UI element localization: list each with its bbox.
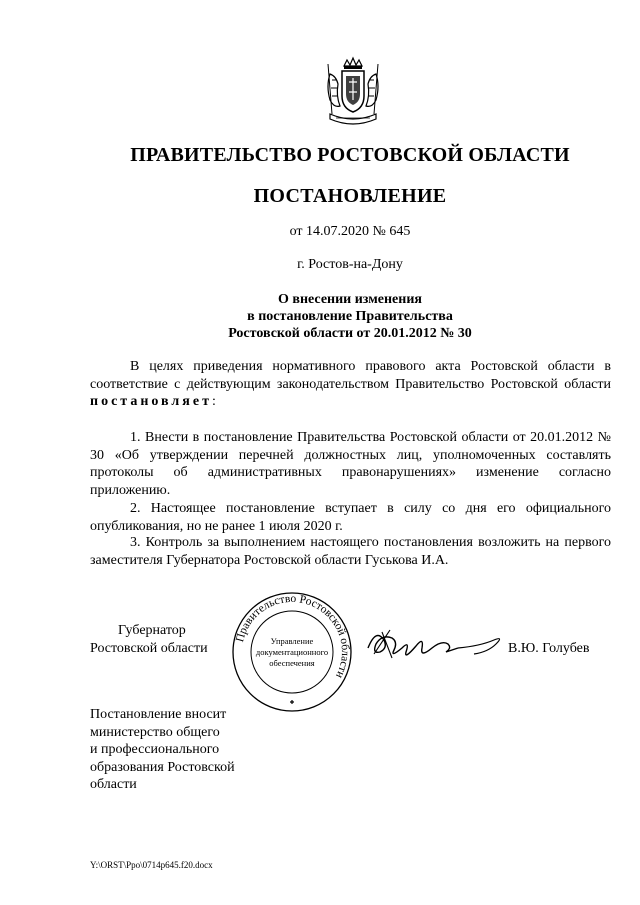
subject-line: О внесении изменения — [278, 292, 422, 307]
introduced-line: области — [90, 777, 137, 792]
document-type: ПОСТАНОВЛЕНИЕ — [253, 185, 447, 207]
subject-line: Ростовской области от 20.01.2012 № 30 — [228, 326, 472, 341]
seal-inner-line: обеспечения — [269, 658, 315, 668]
seal-outer-text: Правительство Ростовской области — [234, 592, 352, 681]
decree-item-1: 1. Внести в постановление Правительства Ростовской области от 20.01.2012 № 30 «Об утверждении перечней должностных лиц, уполномоченных составлять протоколы об административных правонарушениях» изменение согласно приложению. — [90, 430, 611, 498]
signer-position-line: Ростовской области — [90, 640, 208, 656]
decree-item-2: 2. Настоящее постановление вступает в силу со дня его официального опубликования, но не ранее 1 июля 2020 г. — [90, 501, 611, 534]
signer-position-line: Губернатор — [118, 623, 186, 638]
handwritten-signature — [362, 618, 512, 668]
rostov-coat-of-arms-icon — [322, 56, 384, 130]
signer-name: В.Ю. Голубев — [508, 641, 590, 656]
seal-inner-line: Управление — [270, 636, 314, 646]
decree-item-3: 3. Контроль за выполнением настоящего постановления возложить на первого заместителя Губернатора Ростовской области Гуськова И.А. — [90, 535, 611, 568]
preamble-text: В целях приведения нормативного правового акта Ростовской области в соответствие с действующим законодательством Правительство Ростовской области — [90, 359, 611, 392]
introduced-line: Постановление вносит — [90, 707, 227, 722]
document-city: г. Ростов-на-Дону — [297, 257, 403, 272]
introduced-line: образования Ростовской — [90, 759, 235, 775]
preamble-colon: : — [211, 394, 216, 409]
subject-line: в постановление Правительства — [247, 309, 453, 324]
signer-position — [90, 622, 230, 657]
introduced-line: и профессионального — [90, 742, 220, 757]
official-seal — [230, 590, 354, 714]
government-title: ПРАВИТЕЛЬСТВО РОСТОВСКОЙ ОБЛАСТИ — [130, 144, 570, 166]
introduced-line: министерство общего — [90, 724, 220, 740]
document-date-number: от 14.07.2020 № 645 — [289, 224, 411, 239]
seal-inner-line: документационного — [255, 647, 329, 657]
document-subject — [0, 291, 640, 342]
decree-keyword: постановляет — [90, 394, 212, 409]
introduced-by-note — [90, 706, 265, 794]
preamble-paragraph — [90, 358, 611, 411]
file-path: Y:\ORST\Ppo\0714p645.f20.docx — [90, 860, 213, 870]
